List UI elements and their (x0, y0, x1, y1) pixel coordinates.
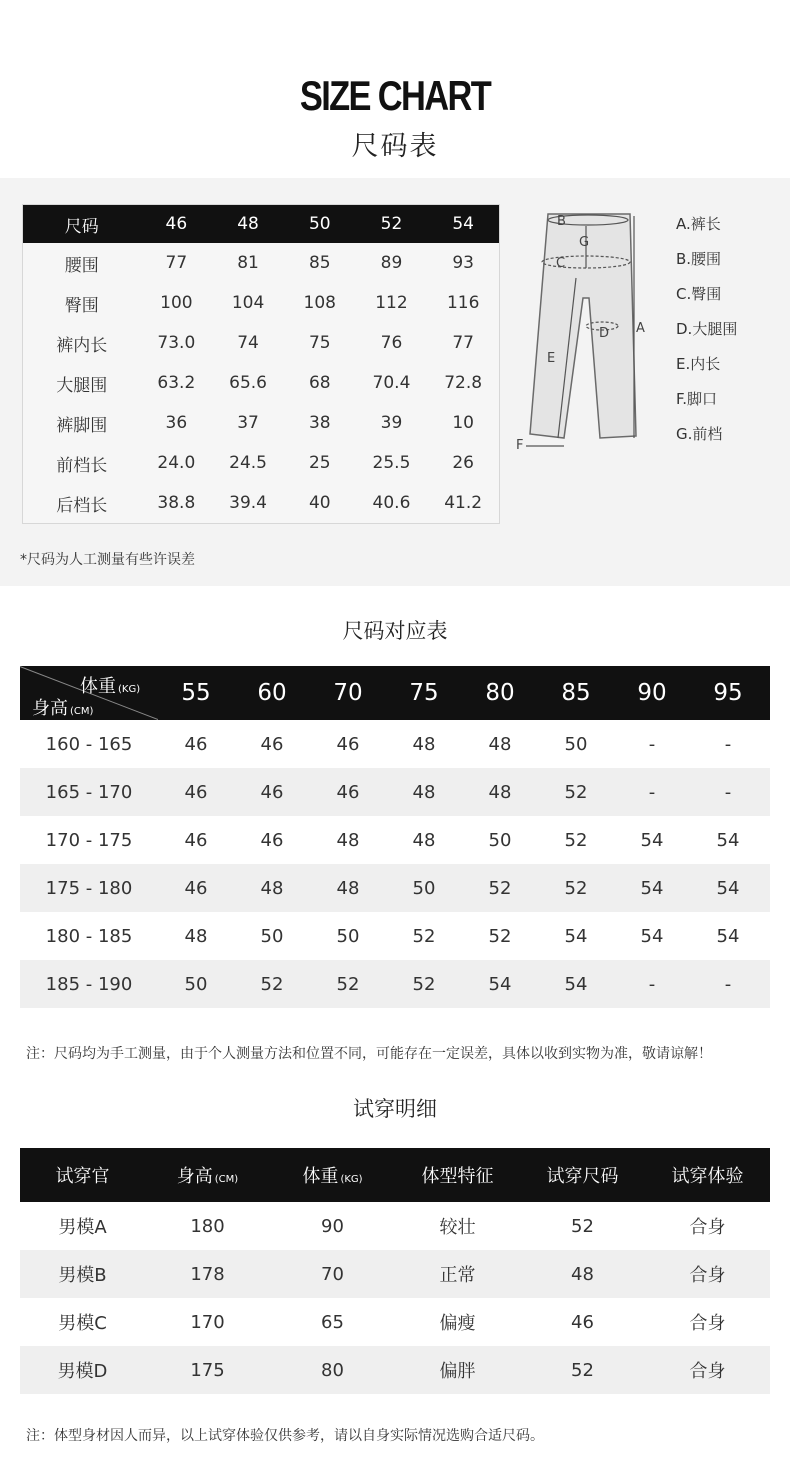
diagram-label: D (599, 326, 610, 341)
tryon-cell: 180 (190, 1215, 225, 1237)
size-table-row (23, 243, 499, 283)
weight-column-header: 75 (409, 680, 439, 706)
measure-value: 72.8 (444, 373, 483, 393)
tryon-title: 试穿明细 (353, 1097, 437, 1121)
weight-column-header: 95 (713, 680, 743, 706)
tryon-table (20, 1148, 770, 1394)
measure-value: 85 (308, 253, 331, 273)
mapping-row (20, 768, 770, 816)
measure-label: 腰围 (64, 255, 99, 276)
legend-item: F.脚口 (676, 390, 717, 408)
measure-value: 81 (237, 253, 259, 273)
diagram-label: A (636, 321, 645, 336)
weight-column-header: 80 (485, 680, 515, 706)
tryon-note: 注：体型身材因人而异，以上试穿体验仅供参考，请以自身实际情况选购合适尺码。 (26, 1428, 544, 1444)
mapped-size: 54 (564, 925, 588, 947)
diagram-label: B (557, 214, 566, 229)
mapped-size: 48 (488, 733, 512, 755)
mapping-row (20, 960, 770, 1008)
mapped-size: 48 (412, 733, 436, 755)
mapped-size: 46 (260, 781, 284, 803)
weight-column-header: 70 (333, 680, 363, 706)
mapped-size: - (724, 733, 732, 755)
measure-value: 40 (308, 493, 331, 513)
height-unit: (CM) (70, 706, 94, 717)
tryon-header-cell (145, 1162, 270, 1188)
weight-column-header: 55 (181, 680, 211, 706)
measure-value: 24.5 (229, 453, 267, 473)
measure-value: 26 (452, 453, 474, 473)
size-table-header (23, 205, 499, 243)
mapped-size: - (648, 973, 656, 995)
tryon-cell: 男模B (58, 1265, 107, 1286)
mapped-size: 52 (412, 973, 436, 995)
tryon-cell: 175 (190, 1359, 225, 1381)
tryon-cell: 较壮 (439, 1217, 476, 1238)
measure-value: 10 (452, 413, 474, 433)
mapped-size: 54 (716, 925, 740, 947)
mapping-row (20, 720, 770, 768)
tryon-cell: 52 (571, 1359, 594, 1381)
mapped-size: 50 (336, 925, 360, 947)
size-table-row (23, 443, 499, 483)
mapped-size: 54 (640, 925, 664, 947)
tryon-header-unit: (KG) (340, 1174, 363, 1185)
mapped-size: 50 (260, 925, 284, 947)
size-mapping-table (20, 666, 770, 1008)
legend-item: E.内长 (676, 355, 721, 373)
tryon-cell: 52 (571, 1215, 594, 1237)
diagram-label: G (579, 235, 590, 250)
tryon-header-cell (520, 1162, 645, 1188)
mapped-size: 50 (564, 733, 588, 755)
mapped-size: 48 (336, 877, 360, 899)
measure-value: 25.5 (372, 453, 411, 473)
measure-value: 39.4 (229, 493, 267, 513)
mapped-size: - (648, 781, 656, 803)
measure-label: 裤脚围 (56, 415, 108, 436)
mapping-note: 注：尺码均为手工测量，由于个人测量方法和位置不同，可能存在一定误差，具体以收到实物为准，敬请谅解！ (26, 1046, 712, 1062)
tryon-cell: 170 (190, 1311, 225, 1333)
mapped-size: 48 (412, 829, 436, 851)
height-header (32, 694, 93, 720)
tryon-cell: 合身 (689, 1361, 726, 1382)
mapped-size: 52 (564, 877, 588, 899)
measure-value: 24.0 (157, 453, 196, 473)
size-table-header-cell: 50 (308, 214, 331, 234)
tryon-row (20, 1346, 770, 1394)
tryon-cell: 90 (321, 1215, 344, 1237)
height-range: 180 - 185 (45, 925, 133, 947)
height-range: 165 - 170 (45, 781, 133, 803)
mapped-size: 52 (412, 925, 436, 947)
mapped-size: 46 (260, 733, 284, 755)
measure-label: 臀围 (64, 295, 99, 316)
mapped-size: 46 (260, 829, 284, 851)
size-table-row (23, 283, 499, 323)
measurement-note: *尺码为人工测量有些许误差 (20, 552, 195, 568)
measure-value: 75 (308, 333, 331, 353)
tryon-cell: 70 (321, 1263, 344, 1285)
tryon-cell: 合身 (689, 1217, 726, 1238)
weight-column-header: 90 (637, 680, 667, 706)
size-table-row (23, 483, 499, 523)
diagram-label: C (556, 256, 566, 271)
tryon-cell: 偏瘦 (439, 1313, 476, 1334)
mapped-size: 54 (716, 877, 740, 899)
measure-value: 37 (237, 413, 259, 433)
diagram-legend (676, 212, 737, 457)
size-table-row (23, 403, 499, 443)
measure-value: 93 (452, 253, 474, 273)
mapped-size: 46 (336, 781, 360, 803)
legend-item: G.前档 (676, 425, 723, 443)
measure-value: 70.4 (372, 373, 411, 393)
size-table-row (23, 323, 499, 363)
mapped-size: 50 (412, 877, 436, 899)
measure-value: 116 (446, 293, 480, 313)
mapped-size: 46 (184, 877, 208, 899)
height-range: 175 - 180 (45, 877, 133, 899)
size-table-header-cell: 尺码 (64, 216, 99, 237)
measure-value: 36 (165, 413, 188, 433)
size-table-header-cell: 46 (165, 214, 188, 234)
height-label: 身高 (32, 698, 68, 719)
mapped-size: 54 (640, 829, 664, 851)
tryon-header-label: 试穿官 (55, 1166, 110, 1187)
mapped-size: 52 (564, 781, 588, 803)
legend-item: D.大腿围 (676, 320, 738, 338)
tryon-row (20, 1202, 770, 1250)
mapping-title: 尺码对应表 (342, 619, 448, 643)
tryon-cell: 80 (321, 1359, 344, 1381)
tryon-header-label: 身高 (176, 1166, 213, 1187)
measure-value: 38.8 (157, 493, 196, 513)
tryon-header-cell (20, 1162, 145, 1188)
tryon-header-label: 体重 (302, 1166, 339, 1187)
tryon-cell: 合身 (689, 1313, 726, 1334)
diagram-label: E (547, 351, 556, 366)
tryon-cell: 男模A (58, 1217, 107, 1238)
mapped-size: 52 (564, 829, 588, 851)
legend-item: C.臀围 (676, 285, 722, 303)
mapped-size: 48 (336, 829, 360, 851)
mapped-size: 46 (184, 829, 208, 851)
pants-diagram (512, 206, 662, 456)
measure-label: 大腿围 (56, 375, 108, 396)
measure-value: 38 (308, 413, 331, 433)
measure-value: 25 (308, 453, 331, 473)
measure-value: 77 (165, 253, 188, 273)
measure-value: 76 (380, 333, 403, 353)
tryon-row (20, 1250, 770, 1298)
measure-value: 104 (231, 293, 265, 313)
tryon-cell: 178 (190, 1263, 225, 1285)
tryon-header-label: 试穿体验 (671, 1166, 744, 1187)
tryon-cell: 正常 (439, 1265, 476, 1286)
tryon-cell: 65 (321, 1311, 344, 1333)
tryon-cell: 合身 (689, 1265, 726, 1286)
mapping-header (20, 666, 770, 720)
measure-value: 41.2 (444, 493, 483, 513)
weight-column-header: 60 (257, 680, 287, 706)
mapped-size: 54 (488, 973, 512, 995)
measure-value: 68 (308, 373, 331, 393)
measure-label: 后档长 (56, 495, 108, 516)
mapping-corner-cell (20, 666, 158, 720)
size-table-header-cell: 48 (237, 214, 259, 234)
measure-value: 89 (380, 253, 403, 273)
tryon-cell: 男模C (58, 1313, 107, 1334)
mapped-size: 52 (488, 925, 512, 947)
tryon-row (20, 1298, 770, 1346)
measure-value: 39 (380, 413, 403, 433)
tryon-header (20, 1148, 770, 1202)
measure-value: 65.6 (229, 373, 267, 393)
measure-value: 108 (303, 293, 336, 313)
measure-value: 73.0 (157, 333, 196, 353)
mapped-size: 46 (184, 781, 208, 803)
tryon-header-label: 体型特征 (421, 1166, 494, 1187)
tryon-header-cell (645, 1162, 770, 1188)
mapped-size: 48 (184, 925, 208, 947)
mapped-size: 46 (184, 733, 208, 755)
page-title: SIZE CHART (299, 72, 491, 119)
size-table-header-cell: 52 (380, 214, 403, 234)
mapped-size: 54 (640, 877, 664, 899)
measure-value: 100 (160, 293, 193, 313)
mapped-size: 54 (564, 973, 588, 995)
mapping-row (20, 912, 770, 960)
height-range: 185 - 190 (45, 973, 133, 995)
measure-value: 63.2 (157, 373, 196, 393)
legend-item: A.裤长 (676, 215, 721, 233)
weight-label: 体重 (80, 676, 116, 697)
mapped-size: 50 (184, 973, 208, 995)
tryon-cell: 46 (571, 1311, 594, 1333)
size-table-header-cell: 54 (452, 214, 474, 234)
diagram-label: F (516, 438, 524, 453)
mapped-size: 54 (716, 829, 740, 851)
mapped-size: 48 (412, 781, 436, 803)
measure-label: 裤内长 (56, 335, 108, 356)
height-range: 160 - 165 (45, 733, 133, 755)
mapped-size: 46 (336, 733, 360, 755)
tryon-header-cell (395, 1162, 520, 1188)
height-range: 170 - 175 (45, 829, 133, 851)
size-table (22, 204, 500, 524)
tryon-cell: 48 (571, 1263, 594, 1285)
mapped-size: 48 (260, 877, 284, 899)
tryon-cell: 男模D (57, 1361, 108, 1382)
measure-value: 112 (375, 293, 408, 313)
legend-item: B.腰围 (676, 250, 722, 268)
mapped-size: - (648, 733, 656, 755)
measure-label: 前档长 (56, 455, 108, 476)
weight-column-header: 85 (561, 680, 591, 706)
mapped-size: 52 (488, 877, 512, 899)
tryon-header-unit: (CM) (214, 1174, 239, 1185)
mapped-size: 52 (336, 973, 360, 995)
mapping-row (20, 864, 770, 912)
measure-value: 74 (237, 333, 259, 353)
page-subtitle: 尺码表 (351, 131, 439, 162)
mapped-size: - (724, 973, 732, 995)
mapped-size: 52 (260, 973, 284, 995)
mapped-size: 48 (488, 781, 512, 803)
weight-unit: (KG) (118, 684, 141, 695)
measure-value: 40.6 (372, 493, 411, 513)
mapped-size: - (724, 781, 732, 803)
size-table-row (23, 363, 499, 403)
tryon-cell: 偏胖 (439, 1361, 476, 1382)
tryon-header-label: 试穿尺码 (546, 1166, 619, 1187)
measure-value: 77 (452, 333, 474, 353)
tryon-header-cell (270, 1162, 395, 1188)
mapping-row (20, 816, 770, 864)
mapped-size: 50 (488, 829, 512, 851)
